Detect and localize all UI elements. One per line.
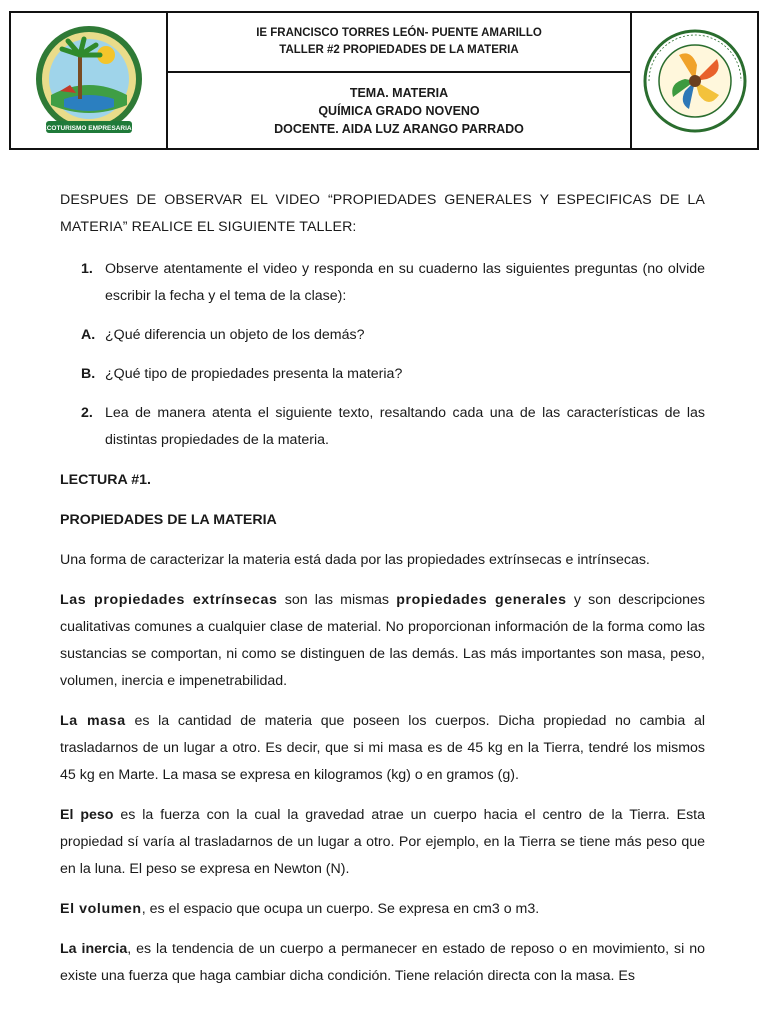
list-item xyxy=(60,256,705,310)
paragraph-inertia xyxy=(60,936,705,990)
term-general: propiedades generales xyxy=(396,592,567,608)
term-extrinsic: Las propiedades extrínsecas xyxy=(60,592,278,608)
term-inertia: La inercia xyxy=(60,941,128,957)
topic-label: TEMA. MATERIA xyxy=(349,85,449,100)
list-item xyxy=(60,322,705,349)
workshop-title: TALLER #2 PROPIEDADES DE LA MATERIA xyxy=(279,44,519,56)
paragraph-text: es la fuerza con la cual la gravedad atrae un cuerpo hacia el centro de la Tierra. Esta propiedad sí varía al trasladarnos de un lugar a otro. Por ejemplo, en la Tierra se tiene más peso que en la luna. El peso se expresa en Newton (N). xyxy=(60,807,705,877)
item-number: 1. xyxy=(81,261,93,277)
school-crest-icon xyxy=(24,25,154,137)
term-weight: El peso xyxy=(60,807,114,823)
paragraph-mass xyxy=(60,708,705,789)
paragraph-extrinsic xyxy=(60,587,705,695)
item-text: Observe atentamente el video y responda en su cuaderno las siguientes preguntas (no olvide escribir la fecha y el tema de la clase): xyxy=(105,261,705,304)
section-title: PROPIEDADES DE LA MATERIA xyxy=(60,512,277,528)
paragraph-text: son las mismas xyxy=(277,592,397,608)
item-text: ¿Qué diferencia un objeto de los demás? xyxy=(105,327,365,343)
environmental-seal-icon xyxy=(639,25,751,137)
paragraph-text: y son descripciones cualitativas comunes a cualquier clase de material. No proporcionan información de la forma como las sustancias se comportan, ni como se distinguen de las demás. Las más importantes son masa, peso, volumen, inercia e impenetrabilidad. xyxy=(60,592,705,689)
header-info-block xyxy=(168,73,630,148)
paragraph-text: es la cantidad de materia que poseen los cuerpos. Dicha propiedad no cambia al trasladarnos de un lugar a otro. Es decir, que si mi masa es de 45 kg en la Tierra, tendré los mismos 45 kg en Marte. La masa se expresa en kilogramos (kg) o en gramos (g). xyxy=(60,713,705,783)
paragraph-weight xyxy=(60,802,705,883)
school-logo-left xyxy=(11,13,168,148)
document-header xyxy=(9,11,759,150)
item-number: 2. xyxy=(81,405,93,421)
document-body xyxy=(60,187,705,990)
intro-instruction: DESPUES DE OBSERVAR EL VIDEO “PROPIEDADES GENERALES Y ESPECIFICAS DE LA MATERIA” REALICE EL SIGUIENTE TALLER: xyxy=(60,192,705,235)
item-letter: B. xyxy=(81,366,96,382)
list-item xyxy=(60,400,705,454)
school-logo-right xyxy=(630,13,757,148)
teacher-label: DOCENTE. AIDA LUZ ARANGO PARRADO xyxy=(274,121,524,136)
paragraph-text: , es la tendencia de un cuerpo a permanecer en estado de reposo o en movimiento, si no existe una fuerza que haga cambiar dicha condición. Tiene relación directa con la masa. Es xyxy=(60,941,705,984)
term-mass: La masa xyxy=(60,713,126,729)
item-letter: A. xyxy=(81,327,96,343)
item-text: Lea de manera atenta el siguiente texto, resaltando cada una de las características de las distintas propiedades de la materia. xyxy=(105,405,705,448)
school-name: IE FRANCISCO TORRES LEÓN- PUENTE AMARILLO xyxy=(256,27,542,39)
paragraph-intro: Una forma de caracterizar la materia está dada por las propiedades extrínsecas e intrínsecas. xyxy=(60,552,650,568)
paragraph-volume xyxy=(60,896,705,923)
list-item xyxy=(60,361,705,388)
svg-text:ECOTURISMO EMPRESARIAL: ECOTURISMO EMPRESARIAL xyxy=(41,124,136,132)
header-title-block xyxy=(168,13,630,73)
paragraph-text: , es el espacio que ocupa un cuerpo. Se expresa en cm3 o m3. xyxy=(141,901,540,917)
subject-label: QUÍMICA GRADO NOVENO xyxy=(318,103,480,118)
reading-title: LECTURA #1. xyxy=(60,472,151,488)
item-text: ¿Qué tipo de propiedades presenta la materia? xyxy=(105,366,403,382)
term-volume: El volumen xyxy=(60,901,142,917)
